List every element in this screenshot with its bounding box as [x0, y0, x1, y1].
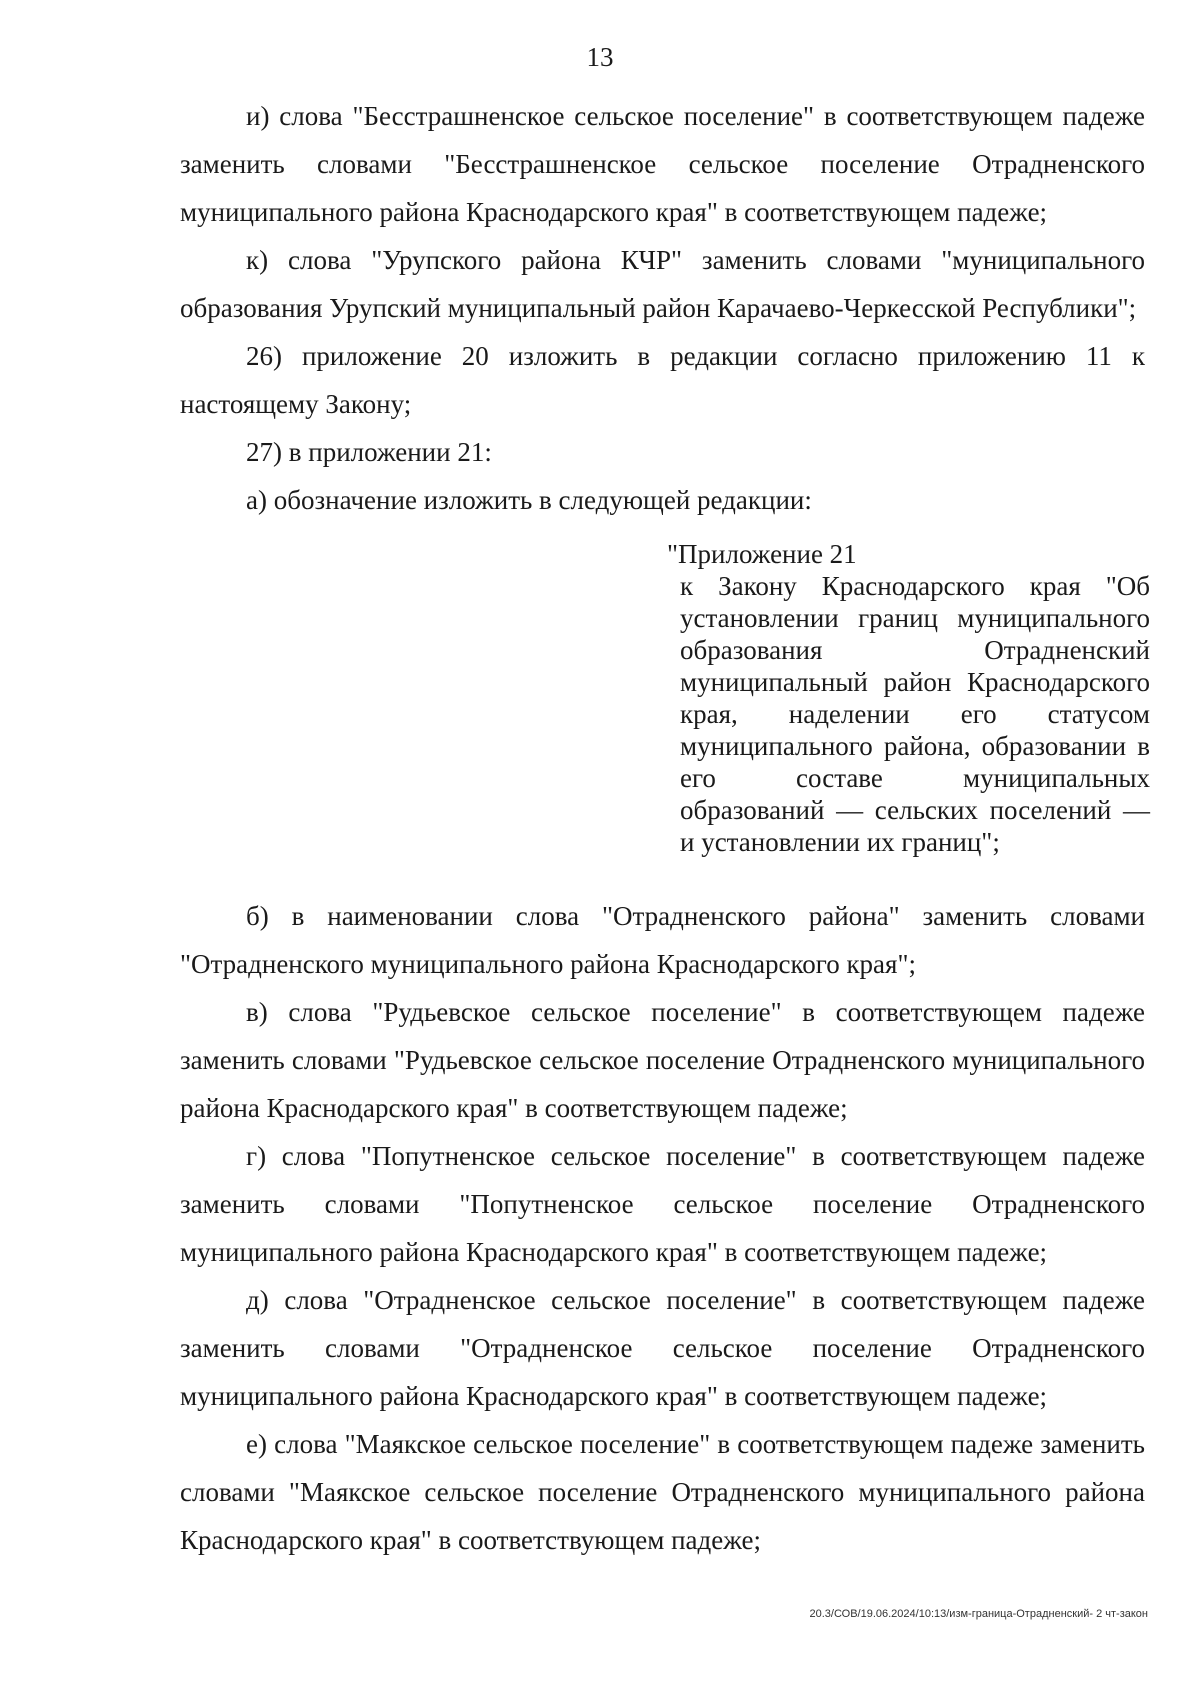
paragraph-26: 26) приложение 20 изложить в редакции согласно приложению 11 к настоящему Закону;: [180, 341, 1145, 419]
footer-document-code: 20.3/СОВ/19.06.2024/10:13/изм-граница-Отрадненский- 2 чт-закон: [809, 1608, 1148, 1620]
appendix-body: к Закону Краснодарского края "Об установлении границ муниципального образования Отрадненский муниципальный район Краснодарского края, наделении его статусом муниципального района, образовании в его составе муниципальных образований — сельских поселений — и установлении их границ";: [680, 571, 1150, 857]
paragraph-v: в) слова "Рудьевское сельское поселение" в соответствующем падеже заменить словами "Рудьевское сельское поселение Отрадненского муниципального района Краснодарского края" в соответствующем падеже;: [180, 997, 1145, 1123]
paragraph-a: а) обозначение изложить в следующей редакции:: [246, 485, 812, 515]
paragraph-27: 27) в приложении 21:: [246, 437, 492, 467]
paragraph-i: и) слова "Бесстрашненское сельское поселение" в соответствующем падеже заменить словами "Бесстрашненское сельское поселение Отрадненского муниципального района Краснодарского края" в соответствующем падеже;: [180, 101, 1145, 227]
paragraph-d: д) слова "Отрадненское сельское поселение" в соответствующем падеже заменить словами "Отрадненское сельское поселение Отрадненского муниципального района Краснодарского края" в соответствующем падеже;: [180, 1285, 1145, 1411]
paragraph-k: к) слова "Урупского района КЧР" заменить словами "муниципального образования Урупский муниципальный район Карачаево-Черкесской Республики";: [180, 245, 1145, 323]
appendix-designation: [667, 538, 1150, 858]
page-number: 13: [586, 42, 614, 72]
paragraph-g: г) слова "Попутненское сельское поселение" в соответствующем падеже заменить словами "Попутненское сельское поселение Отрадненского муниципального района Краснодарского края" в соответствующем падеже;: [180, 1141, 1145, 1267]
paragraph-b: б) в наименовании слова "Отрадненского района" заменить словами "Отрадненского муниципального района Краснодарского края";: [180, 901, 1145, 979]
document-body-top: [180, 92, 1145, 524]
document-body-bottom: [180, 892, 1145, 1564]
paragraph-e: е) слова "Маякское сельское поселение" в соответствующем падеже заменить словами "Маякское сельское поселение Отрадненского муниципального района Краснодарского края" в соответствующем падеже;: [180, 1429, 1145, 1555]
appendix-title: "Приложение 21: [667, 539, 857, 569]
